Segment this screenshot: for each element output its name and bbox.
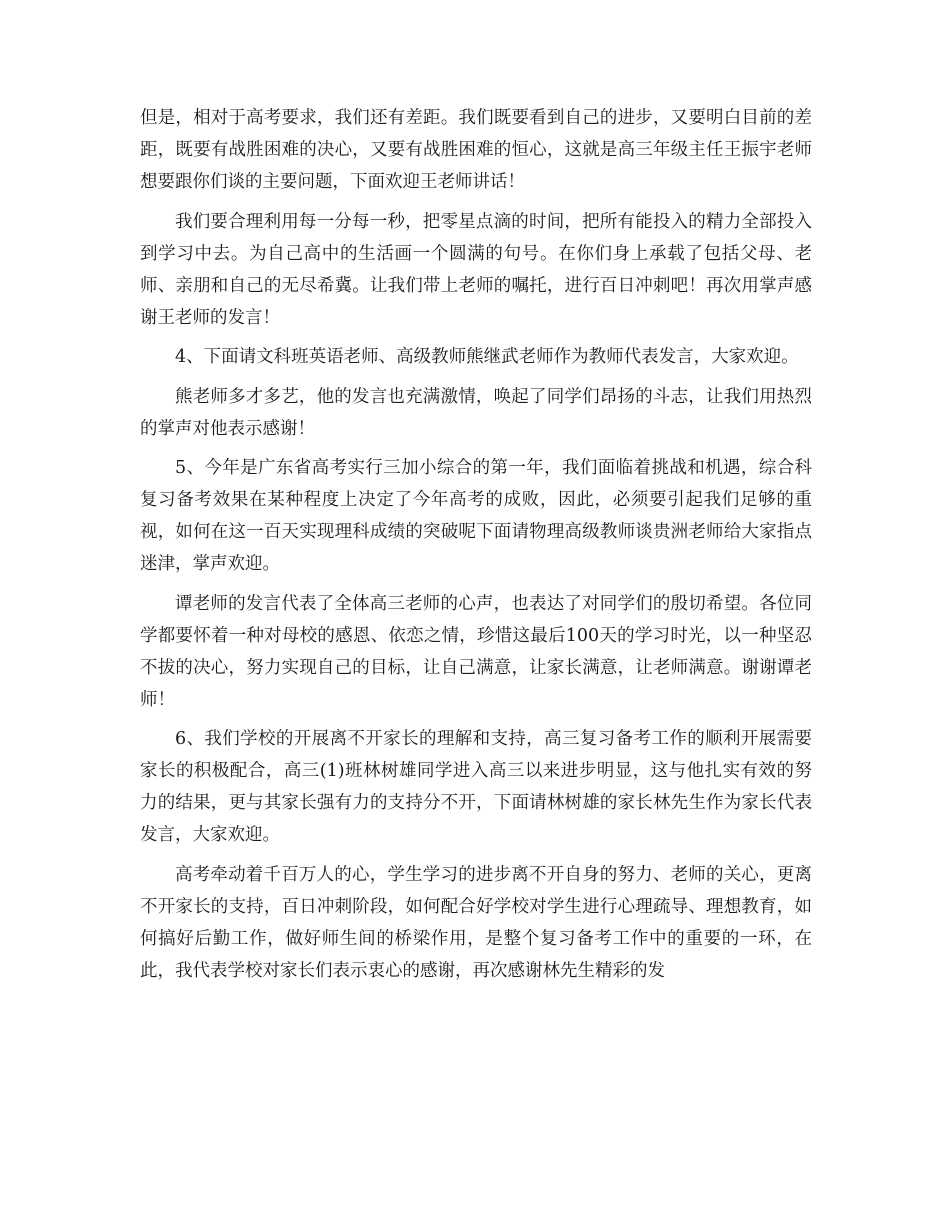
paragraph-8: 高考牵动着千百万人的心，学生学习的进步离不开自身的努力、老师的关心，更离不开家长的支持，百日冲刺阶段，如何配合好学校对学生进行心理疏导、理想教育，如何搞好后勤工作，做好师生间的桥梁作用，是整个复习备考工作中的重要的一环，在此，我代表学校对家长们表示衷心的感谢，再次感谢林先生精彩的发 [140, 864, 812, 981]
document-body [140, 102, 812, 994]
paragraph-5: 5、今年是广东省高考实行三加小综合的第一年，我们面临着挑战和机遇，综合科复习备考效果在某种程度上决定了今年高考的成败，因此，必须要引起我们足够的重视，如何在这一百天实现理科成绩的突破呢下面请物理高级教师谈贵洲老师给大家指点迷津，掌声欢迎。 [140, 458, 812, 574]
paragraph-1: 但是，相对于高考要求，我们还有差距。我们既要看到自己的进步，又要明白目前的差距，既要有战胜困难的决心，又要有战胜困难的恒心，这就是高三年级主任王振宇老师想要跟你们谈的主要问题，下面欢迎王老师讲话！ [140, 108, 812, 192]
paragraph-4: 熊老师多才多艺，他的发言也充满激情，唤起了同学们昂扬的斗志，让我们用热烈的掌声对他表示感谢！ [140, 386, 812, 439]
paragraph-7: 6、我们学校的开展离不开家长的理解和支持，高三复习备考工作的顺利开展需要家长的积极配合，高三(1)班林树雄同学进入高三以来进步明显，这与他扎实有效的努力的结果，更与其家长强有力的支持分不开，下面请林树雄的家长林先生作为家长代表发言，大家欢迎。 [140, 729, 812, 845]
paragraph-2: 我们要合理利用每一分每一秒，把零星点滴的时间，把所有能投入的精力全部投入到学习中去。为自己高中的生活画一个圆满的句号。在你们身上承载了包括父母、老师、亲朋和自己的无尽希冀。让我们带上老师的嘱托，进行百日冲刺吧！再次用掌声感谢王老师的发言！ [140, 211, 812, 328]
paragraph-3: 4、下面请文科班英语老师、高级教师熊继武老师作为教师代表发言，大家欢迎。 [175, 347, 799, 367]
paragraph-6: 谭老师的发言代表了全体高三老师的心声，也表达了对同学们的殷切希望。各位同学都要怀着一种对母校的感恩、依恋之情，珍惜这最后100天的学习时光，以一种坚忍不拔的决心，努力实现自己的目标，让自己满意，让家长满意，让老师满意。谢谢谭老师！ [140, 593, 812, 710]
